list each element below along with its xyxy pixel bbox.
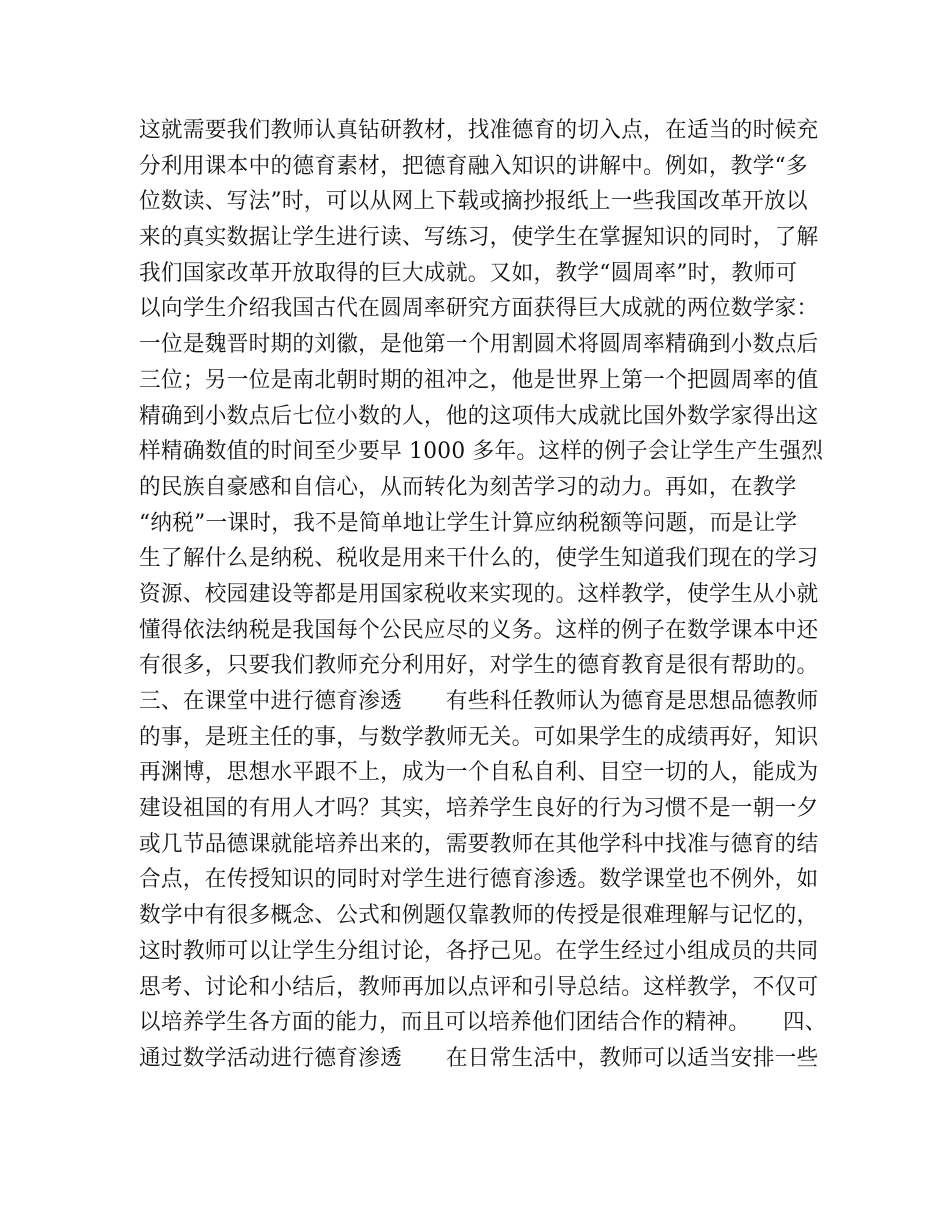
text-line: 分利用课本中的德育素材，把德育融入知识的讲解中。例如，教学“多 <box>139 153 808 179</box>
text-line: 这就需要我们教师认真钻研教材，找准德育的切入点，在适当的时候充 <box>139 118 819 143</box>
text-line: 以向学生介绍我国古代在圆周率研究方面获得巨大成就的两位数学家： <box>139 296 819 322</box>
text-line: 位数读、写法”时，可以从网上下载或摘抄报纸上一些我国改革开放以 <box>139 189 808 215</box>
text-line: 通过数学活动进行德育渗透 在日常生活中，教师可以适当安排一些 <box>139 1045 819 1071</box>
text-line: 或几节品德课就能培养出来的，需要教师在其他学科中找准与德育的结 <box>139 831 819 857</box>
text-line: 精确到小数点后七位小数的人，他的这项伟大成就比国外数学家得出这 <box>139 403 819 429</box>
text-line: 的民族自豪感和自信心，从而转化为刻苦学习的动力。再如，在教学 <box>139 474 797 500</box>
text-line: 生了解什么是纳税、税收是用来干什么的，使学生知道我们现在的学习 <box>139 546 819 572</box>
text-line: 合点，在传授知识的同时对学生进行德育渗透。数学课堂也不例外，如 <box>139 867 819 893</box>
text-line: “纳税”一课时，我不是简单地让学生计算应纳税额等问题，而是让学 <box>139 510 798 536</box>
text-line: 的事，是班主任的事，与数学教师无关。可如果学生的成绩再好，知识 <box>139 724 819 750</box>
text-line: 再渊博，思想水平跟不上，成为一个自私自利、目空一切的人，能成为 <box>139 760 819 786</box>
text-line: 数学中有很多概念、公式和例题仅靠教师的传授是很难理解与记忆的， <box>139 903 819 929</box>
text-line: 懂得依法纳税是我国每个公民应尽的义务。这样的例子在数学课本中还 <box>139 617 819 643</box>
text-line: 我们国家改革开放取得的巨大成就。又如，教学“圆周率”时，教师可 <box>139 260 798 286</box>
text-line: 以培养学生各方面的能力，而且可以培养他们团结合作的精神。 四、 <box>139 1010 827 1036</box>
text-line: 三位；另一位是南北朝时期的祖冲之，他是世界上第一个把圆周率的值 <box>139 367 819 393</box>
text-line: 样精确数值的时间至少要早 1000 多年。这样的例子会让学生产生强烈 <box>139 439 824 465</box>
text-line: 三、在课堂中进行德育渗透 有些科任教师认为德育是思想品德教师 <box>139 689 819 714</box>
text-line: 有很多，只要我们教师充分利用好，对学生的德育教育是很有帮助的。 <box>139 653 819 679</box>
text-line: 思考、讨论和小结后，教师再加以点评和引导总结。这样教学，不仅可 <box>139 974 819 1000</box>
text-line: 一位是魏晋时期的刘徽，是他第一个用割圆术将圆周率精确到小数点后 <box>139 332 819 358</box>
text-line: 这时教师可以让学生分组讨论，各抒己见。在学生经过小组成员的共同 <box>139 938 819 964</box>
body-text <box>139 113 839 1077</box>
text-line: 来的真实数据让学生进行读、写练习，使学生在掌握知识的同时，了解 <box>139 225 819 251</box>
text-line: 建设祖国的有用人才吗？其实，培养学生良好的行为习惯不是一朝一夕 <box>139 796 819 822</box>
text-line: 资源、校园建设等都是用国家税收来实现的。这样教学，使学生从小就 <box>139 581 819 607</box>
